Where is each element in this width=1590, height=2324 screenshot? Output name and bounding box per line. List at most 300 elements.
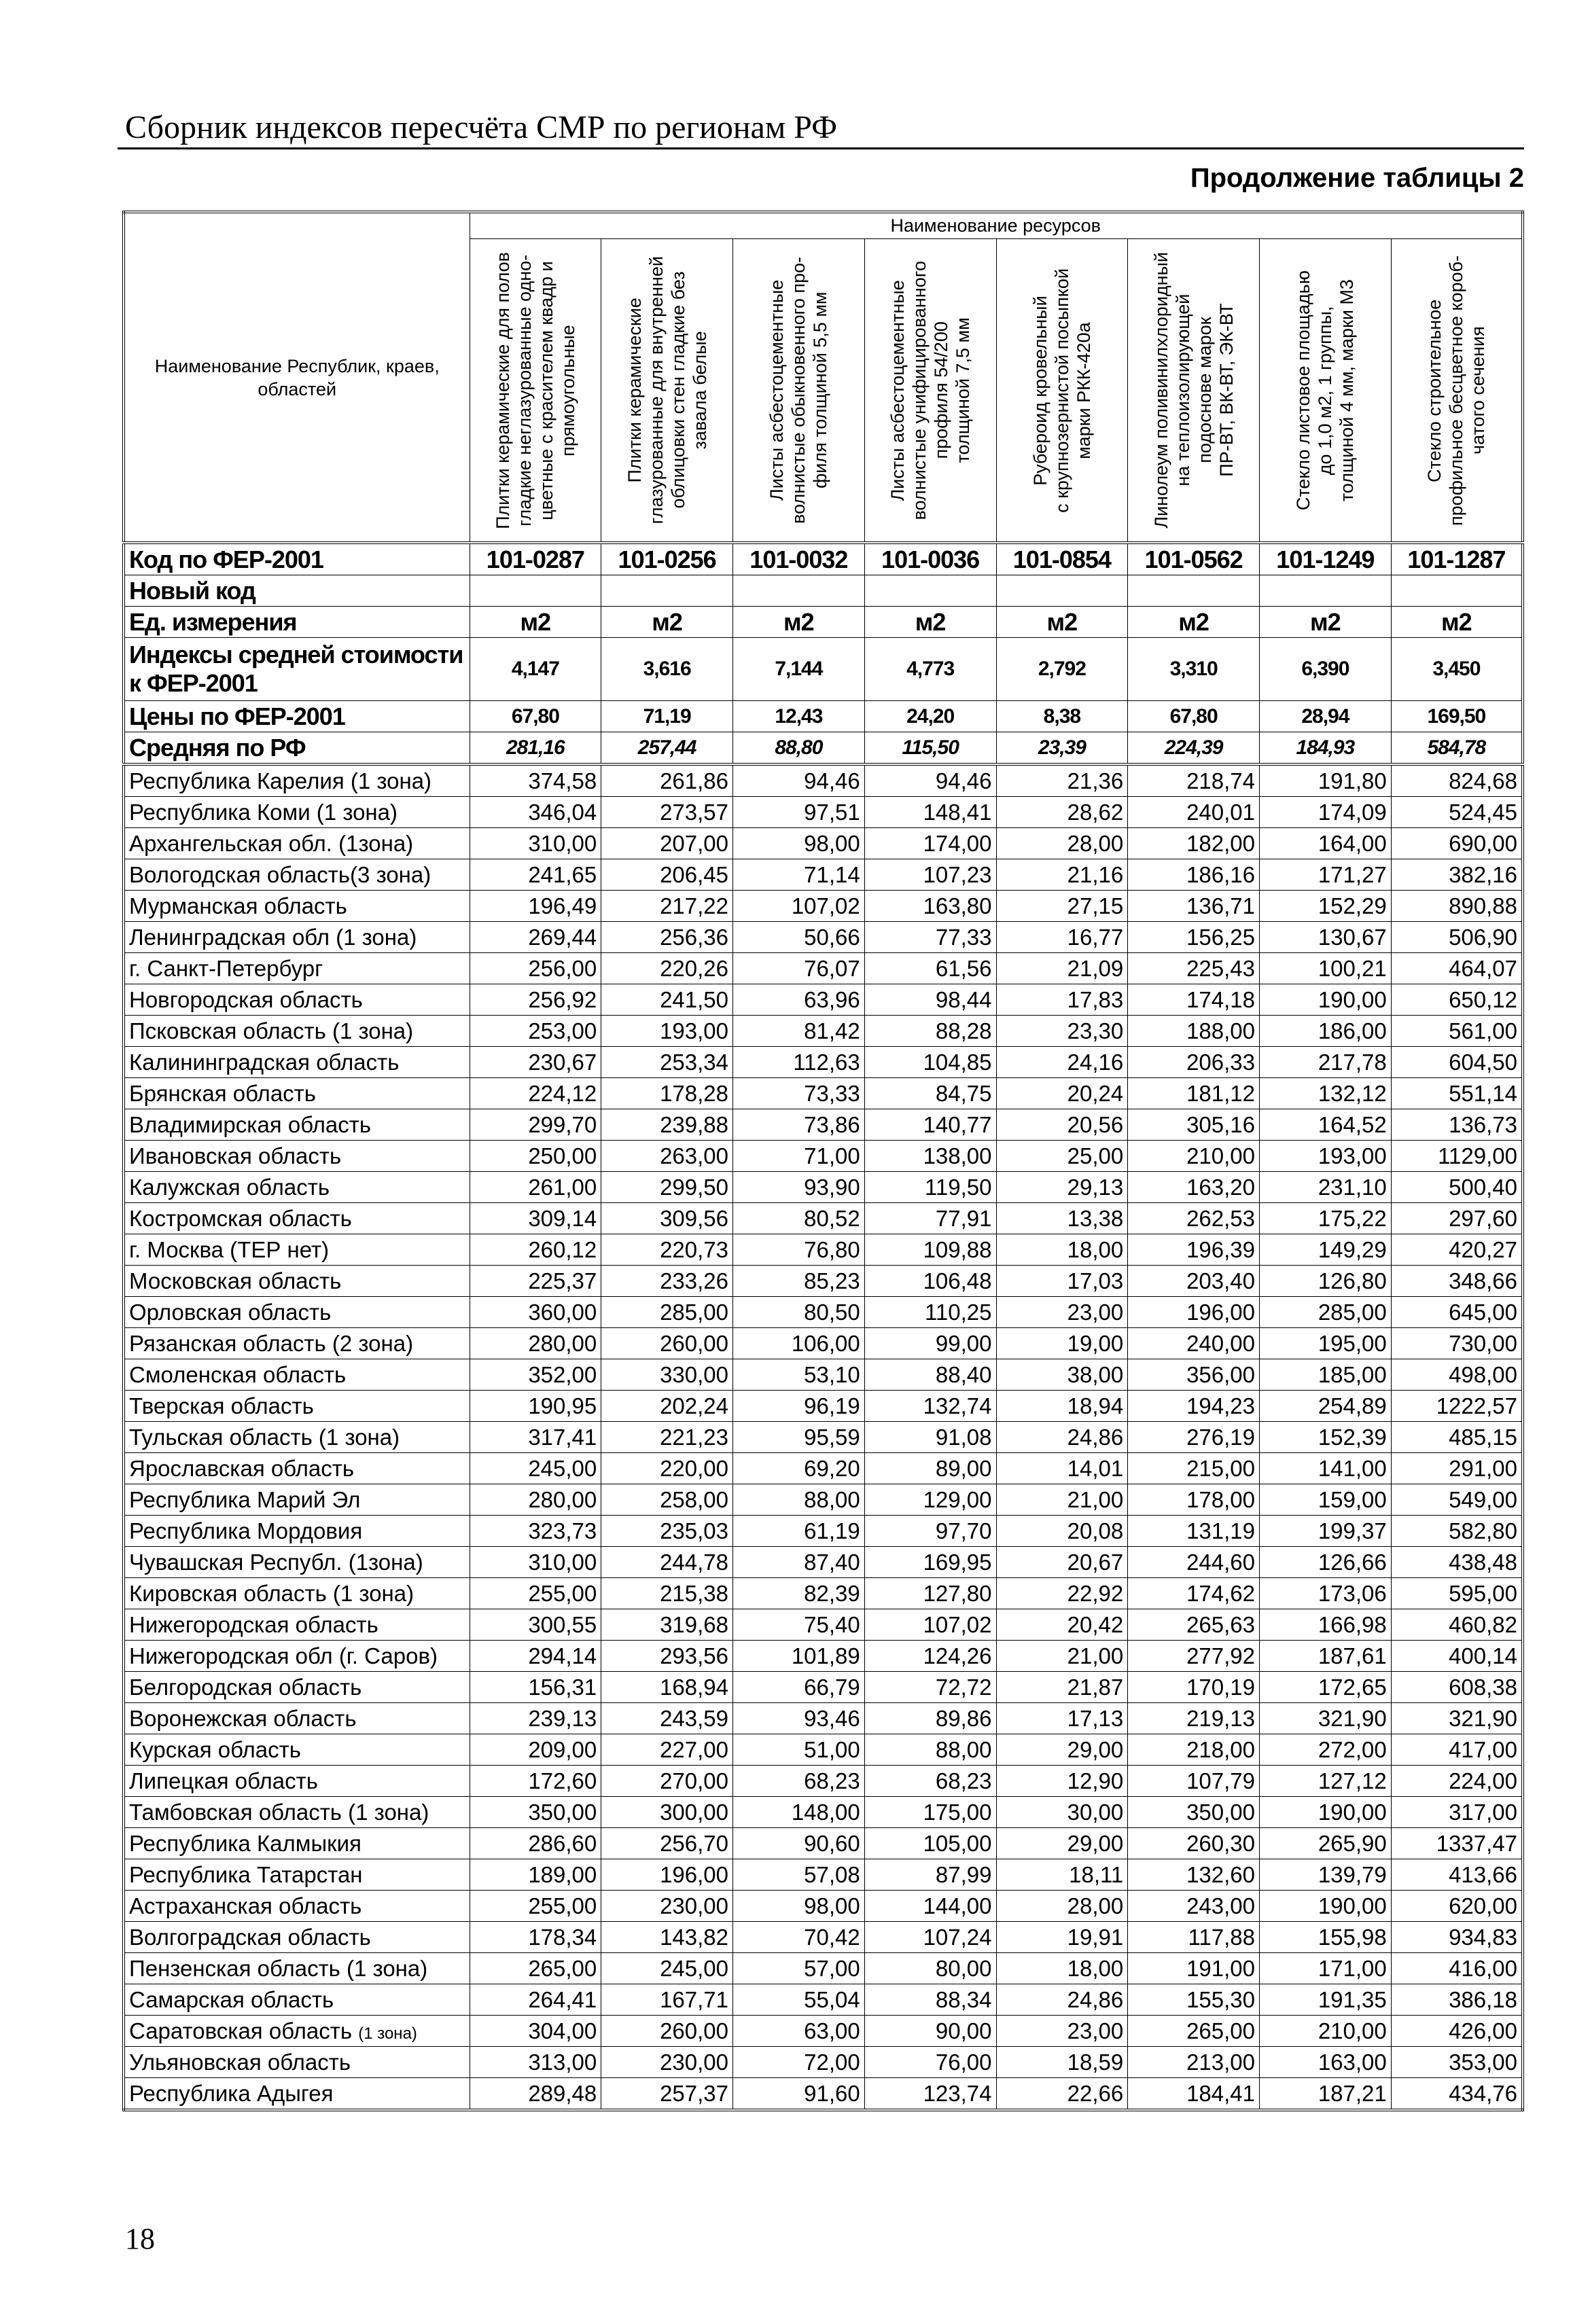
price-cell: 285,00 [601,1297,733,1328]
price-cell: 330,00 [601,1359,733,1391]
price-cell: 21,00 [996,1484,1128,1516]
price-cell: 289,48 [470,2078,601,2111]
price-cell: 68,23 [864,1766,996,1797]
table-row [124,1891,1523,1922]
price-cell: 174,00 [864,828,996,859]
summary-cell: 101-1249 [1260,543,1392,575]
price-cell: 144,00 [864,1891,996,1922]
price-cell: 265,00 [470,1953,601,1984]
summary-cell: м2 [601,607,733,638]
summary-row-label: Средняя по РФ [124,732,470,765]
price-cell: 30,00 [996,1797,1128,1828]
price-cell: 245,00 [470,1453,601,1484]
price-cell: 80,50 [733,1297,865,1328]
price-cell: 28,62 [996,797,1128,828]
table-row [124,1734,1523,1766]
table-row [124,984,1523,1016]
price-cell: 124,26 [864,1641,996,1672]
price-cell: 549,00 [1391,1484,1523,1516]
price-cell: 77,33 [864,922,996,953]
price-cell: 57,00 [733,1953,865,1984]
price-cell: 239,13 [470,1703,601,1734]
price-cell: 193,00 [1260,1141,1392,1172]
region-name: Новгородская область [129,986,363,1012]
price-cell: 310,00 [470,828,601,859]
price-cell: 595,00 [1391,1578,1523,1609]
price-cell: 129,00 [864,1484,996,1516]
price-cell: 280,00 [470,1484,601,1516]
price-cell: 23,00 [996,1297,1128,1328]
price-cell: 321,90 [1391,1703,1523,1734]
region-name: Тамбовская область (1 зона) [129,1799,429,1825]
price-cell: 29,00 [996,1828,1128,1859]
summary-cell [733,575,865,607]
price-cell: 20,08 [996,1516,1128,1547]
price-cell: 196,39 [1128,1234,1260,1266]
price-cell: 23,00 [996,2016,1128,2047]
price-cell: 163,20 [1128,1172,1260,1203]
price-cell: 21,16 [996,859,1128,891]
price-cell: 97,70 [864,1516,996,1547]
region-name-cell [124,1797,470,1828]
summary-cell: 88,80 [733,732,865,765]
price-cell: 140,77 [864,1109,996,1141]
price-cell: 174,18 [1128,984,1260,1016]
price-cell: 82,39 [733,1578,865,1609]
table-row [124,859,1523,891]
region-name: г. Санкт-Петербург [129,955,323,981]
price-cell: 93,90 [733,1172,865,1203]
summary-row-label: Индексы средней стоимости к ФЕР-2001 [124,638,470,701]
summary-cell: 101-0256 [601,543,733,575]
summary-row-label: Цены по ФЕР-2001 [124,701,470,732]
summary-cell: 3,616 [601,638,733,701]
summary-cell: 281,16 [470,732,601,765]
price-cell: 100,21 [1260,953,1392,984]
price-cell: 104,85 [864,1047,996,1078]
region-zone-note: (1 зона) [358,2024,417,2043]
region-name-cell [124,1641,470,1672]
price-cell: 207,00 [601,828,733,859]
price-cell: 225,37 [470,1266,601,1297]
price-cell: 191,80 [1260,764,1392,797]
table-row [124,1203,1523,1234]
price-cell: 24,16 [996,1047,1128,1078]
table-row [124,764,1523,797]
price-cell: 107,23 [864,859,996,891]
summary-cell: 184,93 [1260,732,1392,765]
table-row [124,1297,1523,1328]
region-name-cell [124,1203,470,1234]
table-row [124,828,1523,859]
price-cell: 317,41 [470,1422,601,1453]
summary-cell: 8,38 [996,701,1128,732]
price-cell: 293,56 [601,1641,733,1672]
price-cell: 127,80 [864,1578,996,1609]
price-cell: 620,00 [1391,1891,1523,1922]
price-cell: 256,00 [470,953,601,984]
price-cell: 88,34 [864,1984,996,2016]
region-name-cell [124,984,470,1016]
region-name: Воронежская область [129,1705,357,1731]
price-cell: 206,45 [601,859,733,891]
price-cell: 265,63 [1128,1609,1260,1641]
region-name-cell [124,1016,470,1047]
price-cell: 299,70 [470,1109,601,1141]
summary-row-label: Новый код [124,575,470,607]
summary-cell: м2 [470,607,601,638]
region-name: Брянская область [129,1080,316,1106]
price-cell: 202,24 [601,1391,733,1422]
table-row [124,1141,1523,1172]
price-cell: 185,00 [1260,1359,1392,1391]
price-cell: 265,00 [1128,2016,1260,2047]
resource-column-label: Стекло листовое площадью до 1,0 м2, 1 группы, толщиной 4 мм, марки М3 [1293,270,1358,511]
price-cell: 18,00 [996,1234,1128,1266]
price-cell: 138,00 [864,1141,996,1172]
price-cell: 220,26 [601,953,733,984]
price-cell: 300,00 [601,1797,733,1828]
price-cell: 645,00 [1391,1297,1523,1328]
region-name: Нижегородская обл (г. Саров) [129,1643,438,1668]
summary-cell: 115,50 [864,732,996,765]
price-cell: 17,13 [996,1703,1128,1734]
region-name-cell [124,2047,470,2078]
price-cell: 24,86 [996,1422,1128,1453]
price-cell: 225,43 [1128,953,1260,984]
price-cell: 230,67 [470,1047,601,1078]
price-cell: 277,92 [1128,1641,1260,1672]
price-cell: 119,50 [864,1172,996,1203]
price-cell: 174,09 [1260,797,1392,828]
summary-cell [470,575,601,607]
price-cell: 434,76 [1391,2078,1523,2111]
price-cell: 88,40 [864,1359,996,1391]
regional-index-table [122,211,1524,2111]
table-row [124,1172,1523,1203]
region-name-cell [124,1922,470,1953]
region-name: Архангельская обл. (1зона) [129,830,414,856]
price-cell: 285,00 [1260,1297,1392,1328]
price-cell: 69,20 [733,1453,865,1484]
region-name: Белгородская область [129,1674,362,1700]
price-cell: 485,15 [1391,1422,1523,1453]
price-cell: 352,00 [470,1359,601,1391]
price-cell: 890,88 [1391,891,1523,922]
price-cell: 81,42 [733,1016,865,1047]
price-cell: 21,36 [996,764,1128,797]
resource-column-header [601,239,733,543]
resource-column-label: Линолеум поливинилхлоридный на теплоизолирующей подоснове марок ПР-ВТ, ВК-ВТ, ЭК-ВТ [1150,252,1237,529]
summary-cell: 67,80 [1128,701,1260,732]
summary-row [124,607,1523,638]
price-cell: 273,57 [601,797,733,828]
summary-cell [864,575,996,607]
region-name-cell [124,1328,470,1359]
price-cell: 27,15 [996,891,1128,922]
price-cell: 313,00 [470,2047,601,2078]
region-name: Тверская область [129,1393,314,1418]
price-cell: 159,00 [1260,1484,1392,1516]
price-cell: 276,19 [1128,1422,1260,1453]
price-cell: 77,91 [864,1203,996,1234]
price-cell: 105,00 [864,1828,996,1859]
region-name-cell [124,1141,470,1172]
price-cell: 218,00 [1128,1734,1260,1766]
price-cell: 174,62 [1128,1578,1260,1609]
price-cell: 224,00 [1391,1766,1523,1797]
price-cell: 416,00 [1391,1953,1523,1984]
price-cell: 107,02 [864,1609,996,1641]
price-cell: 72,00 [733,2047,865,2078]
price-cell: 215,38 [601,1578,733,1609]
table-row [124,2047,1523,2078]
price-cell: 413,66 [1391,1859,1523,1891]
price-cell: 561,00 [1391,1016,1523,1047]
table-row [124,1953,1523,1984]
price-cell: 203,40 [1128,1266,1260,1297]
region-name: Орловская область [129,1299,332,1325]
price-cell: 21,00 [996,1641,1128,1672]
summary-cell [1128,575,1260,607]
price-cell: 178,28 [601,1078,733,1109]
resource-column-label: Рубероид кровельный с крупнозернистой посыпкой марки РКК-420а [1029,268,1094,513]
price-cell: 269,44 [470,922,601,953]
region-name-cell [124,1484,470,1516]
price-cell: 215,00 [1128,1453,1260,1484]
summary-cell: 101-0854 [996,543,1128,575]
price-cell: 261,00 [470,1172,601,1203]
region-name: Калининградская область [129,1049,400,1075]
summary-cell: 23,39 [996,732,1128,765]
price-cell: 241,50 [601,984,733,1016]
price-cell: 506,90 [1391,922,1523,953]
price-cell: 80,52 [733,1203,865,1234]
table-row [124,1859,1523,1891]
price-cell: 230,00 [601,1891,733,1922]
price-cell: 166,98 [1260,1609,1392,1641]
table-row [124,1578,1523,1609]
region-name-cell [124,953,470,984]
price-cell: 261,86 [601,764,733,797]
summary-cell: 2,792 [996,638,1128,701]
price-cell: 374,58 [470,764,601,797]
price-cell: 299,50 [601,1172,733,1203]
price-cell: 24,86 [996,1984,1128,2016]
resource-column-header [1391,239,1523,543]
summary-cell: 4,773 [864,638,996,701]
price-cell: 217,78 [1260,1047,1392,1078]
region-name-cell [124,1734,470,1766]
summary-cell: 169,50 [1391,701,1523,732]
region-name: Вологодская область(3 зона) [129,861,431,887]
price-cell: 95,59 [733,1422,865,1453]
price-cell: 164,52 [1260,1109,1392,1141]
region-name-cell [124,1953,470,1984]
price-cell: 210,00 [1260,2016,1392,2047]
price-cell: 107,79 [1128,1766,1260,1797]
price-cell: 12,90 [996,1766,1128,1797]
price-cell: 73,33 [733,1078,865,1109]
price-cell: 53,10 [733,1359,865,1391]
price-cell: 22,92 [996,1578,1128,1609]
price-cell: 256,70 [601,1828,733,1859]
table-row [124,1984,1523,2016]
summary-cell: 12,43 [733,701,865,732]
price-cell: 346,04 [470,797,601,828]
price-cell: 149,29 [1260,1234,1392,1266]
table-row [124,922,1523,953]
region-name: Республика Татарстан [129,1861,363,1887]
region-name-cell [124,1672,470,1703]
price-cell: 270,00 [601,1766,733,1797]
price-cell: 76,00 [864,2047,996,2078]
price-cell: 690,00 [1391,828,1523,859]
price-cell: 257,37 [601,2078,733,2111]
price-cell: 172,65 [1260,1672,1392,1703]
price-cell: 61,56 [864,953,996,984]
price-cell: 230,00 [601,2047,733,2078]
price-cell: 20,42 [996,1609,1128,1641]
price-cell: 1222,57 [1391,1391,1523,1422]
price-cell: 175,22 [1260,1203,1392,1234]
region-column-header: Наименование Республик, краев, областей [124,212,470,543]
price-cell: 73,86 [733,1109,865,1141]
price-cell: 57,08 [733,1859,865,1891]
price-cell: 126,66 [1260,1547,1392,1578]
resource-column-label: Листы асбестоцементные волнистые унифицированного профиля 54/200 толщиной 7,5 мм [887,260,974,520]
resource-column-label: Плитки керамические глазурованные для внутренней облицовки стен гладкие без завала белые [624,256,710,524]
price-cell: 21,87 [996,1672,1128,1703]
price-cell: 87,40 [733,1547,865,1578]
region-name-cell [124,1609,470,1641]
price-cell: 213,00 [1128,2047,1260,2078]
price-cell: 126,80 [1260,1266,1392,1297]
table-row [124,1234,1523,1266]
price-cell: 244,78 [601,1547,733,1578]
price-cell: 258,00 [601,1484,733,1516]
price-cell: 21,09 [996,953,1128,984]
table-row [124,1609,1523,1641]
price-cell: 170,19 [1128,1672,1260,1703]
price-cell: 29,13 [996,1172,1128,1203]
price-cell: 188,00 [1128,1016,1260,1047]
region-name-cell [124,828,470,859]
price-cell: 136,73 [1391,1109,1523,1141]
price-cell: 243,00 [1128,1891,1260,1922]
table-row [124,1484,1523,1516]
price-cell: 167,71 [601,1984,733,2016]
price-cell: 132,74 [864,1391,996,1422]
region-name: Ярославская область [129,1455,355,1481]
region-name-cell [124,1984,470,2016]
price-cell: 152,29 [1260,891,1392,922]
price-cell: 235,03 [601,1516,733,1547]
price-cell: 17,83 [996,984,1128,1016]
resource-column-label: Стекло строительное профильное бесцветное короб- чатого сечения [1424,255,1489,526]
table-row [124,2016,1523,2047]
price-cell: 245,00 [601,1953,733,1984]
price-cell: 85,23 [733,1266,865,1297]
price-cell: 91,08 [864,1422,996,1453]
summary-cell: м2 [996,607,1128,638]
summary-cell: м2 [1260,607,1392,638]
region-name-cell [124,1547,470,1578]
region-name: Ульяновская область [129,2049,351,2075]
price-cell: 80,00 [864,1953,996,1984]
price-cell: 132,12 [1260,1078,1392,1109]
price-cell: 243,59 [601,1703,733,1734]
price-cell: 112,63 [733,1047,865,1078]
summary-cell: 3,310 [1128,638,1260,701]
region-name-cell [124,2078,470,2111]
price-cell: 136,71 [1128,891,1260,922]
price-cell: 199,37 [1260,1516,1392,1547]
price-cell: 460,82 [1391,1609,1523,1641]
price-cell: 71,14 [733,859,865,891]
resources-header: Наименование ресурсов [470,212,1523,239]
price-cell: 650,12 [1391,984,1523,1016]
price-cell: 163,80 [864,891,996,922]
summary-cell: 28,94 [1260,701,1392,732]
price-cell: 20,56 [996,1109,1128,1141]
price-cell: 190,00 [1260,984,1392,1016]
region-name: Ленинградская обл (1 зона) [129,924,417,950]
price-cell: 88,28 [864,1016,996,1047]
price-cell: 71,00 [733,1141,865,1172]
price-cell: 20,24 [996,1078,1128,1109]
price-cell: 182,00 [1128,828,1260,859]
price-cell: 190,95 [470,1391,601,1422]
region-name: Республика Марий Эл [129,1486,361,1512]
price-cell: 96,19 [733,1391,865,1422]
summary-row-label: Код по ФЕР-2001 [124,543,470,575]
price-cell: 210,00 [1128,1141,1260,1172]
title-divider [118,147,1524,149]
price-cell: 219,13 [1128,1703,1260,1734]
price-cell: 171,00 [1260,1953,1392,1984]
summary-cell [601,575,733,607]
summary-row [124,732,1523,765]
summary-cell [996,575,1128,607]
table-row [124,1078,1523,1109]
price-cell: 253,00 [470,1016,601,1047]
price-cell: 156,31 [470,1672,601,1703]
region-name: Мурманская область [129,893,347,918]
region-name: Костромская область [129,1205,352,1231]
price-cell: 187,21 [1260,2078,1392,2111]
price-cell: 19,91 [996,1922,1128,1953]
price-cell: 76,80 [733,1234,865,1266]
table-row [124,1922,1523,1953]
table-row [124,1797,1523,1828]
resource-column-header [733,239,865,543]
price-cell: 220,00 [601,1453,733,1484]
price-cell: 350,00 [470,1797,601,1828]
summary-row [124,575,1523,607]
region-name: Самарская область [129,1986,334,2012]
region-name: Нижегородская область [129,1611,378,1637]
document-title: Сборник индексов пересчёта СМР по регионам РФ [125,109,837,145]
resource-column-header [864,239,996,543]
price-cell: 240,01 [1128,797,1260,828]
price-cell: 233,26 [601,1266,733,1297]
price-cell: 18,11 [996,1859,1128,1891]
price-cell: 155,98 [1260,1922,1392,1953]
price-cell: 191,35 [1260,1984,1392,2016]
price-cell: 19,00 [996,1328,1128,1359]
price-cell: 75,40 [733,1609,865,1641]
